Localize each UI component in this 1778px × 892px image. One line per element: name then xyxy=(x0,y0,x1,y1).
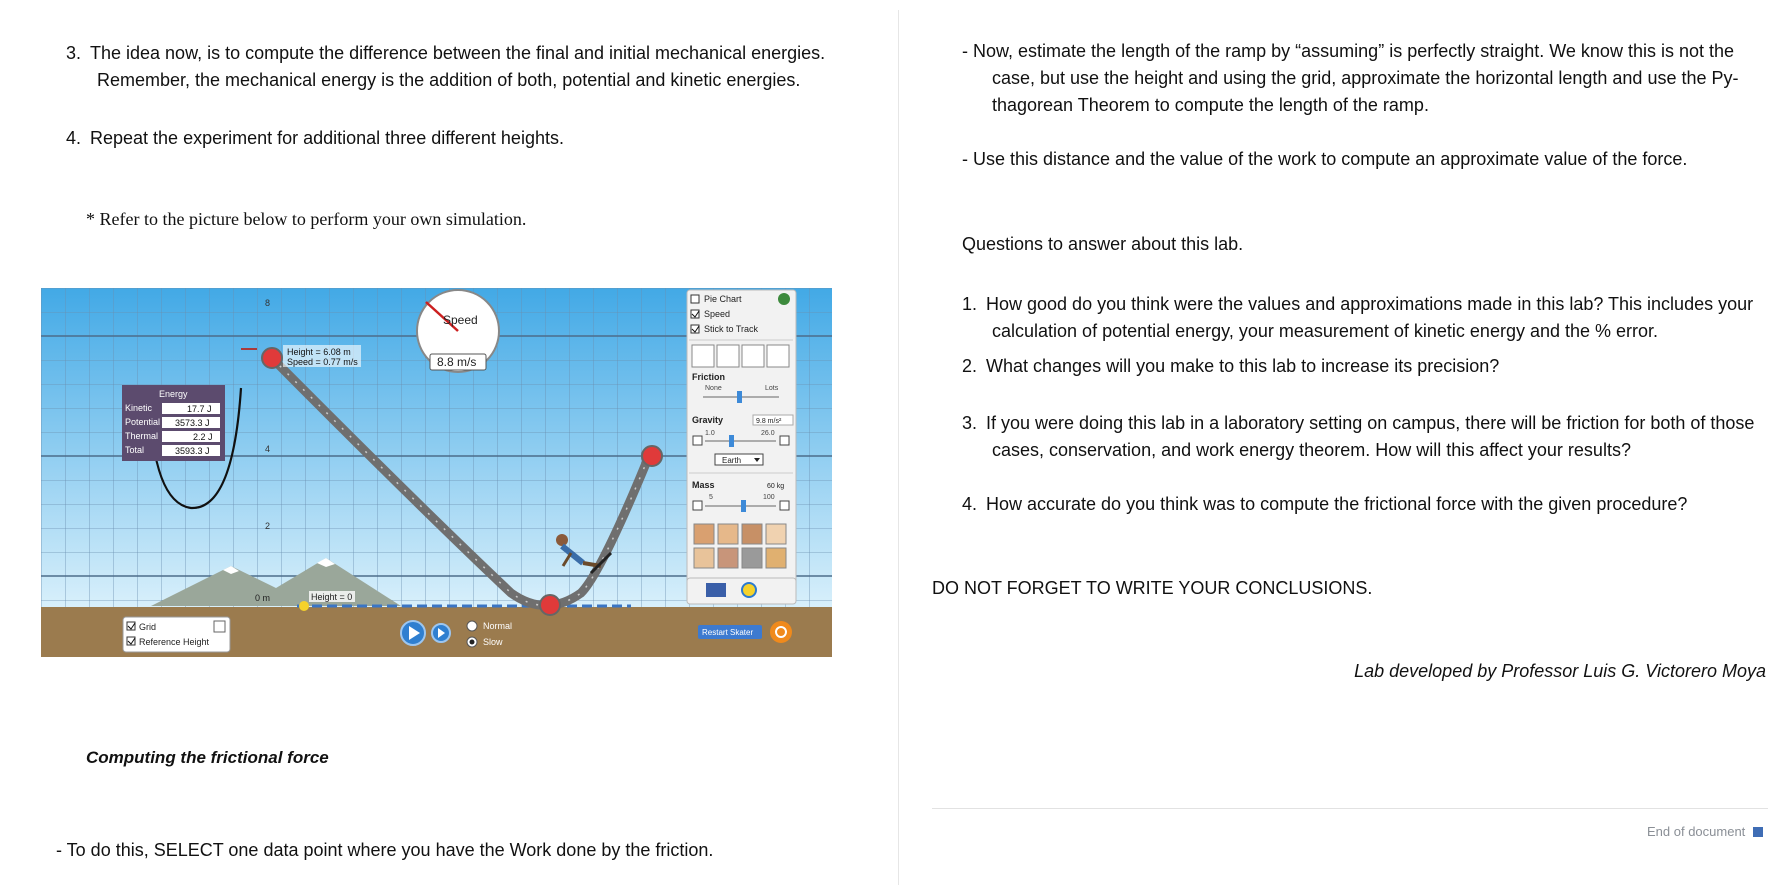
footer-rule xyxy=(932,808,1768,809)
skater-avatar[interactable] xyxy=(766,548,786,568)
planet-value: Earth xyxy=(722,456,742,465)
gravity-max: 26.0 xyxy=(761,430,775,437)
friction-label: Friction xyxy=(692,372,725,382)
mass-slider-thumb[interactable] xyxy=(741,500,746,512)
gravity-slider-thumb[interactable] xyxy=(729,435,734,447)
speed-readout-label: Speed = 0.77 m/s xyxy=(287,357,358,367)
gravity-value: 9.8 m/s² xyxy=(756,418,782,425)
friction-lots-label: Lots xyxy=(765,385,779,392)
picture-note: * Refer to the picture below to perform your own simulation. xyxy=(86,209,527,229)
energy-label: Total xyxy=(125,445,145,455)
energy-label: Potential xyxy=(125,417,161,427)
energy-label: Thermal xyxy=(125,431,159,441)
friction-none-label: None xyxy=(705,385,722,392)
skater-avatar[interactable] xyxy=(718,548,738,568)
track-shape-button[interactable] xyxy=(742,345,764,367)
gravity-decrease-button[interactable] xyxy=(693,436,702,445)
energy-value: 2.2 J xyxy=(193,432,213,442)
select-data-point-bullet: - To do this, SELECT one data point where you have the Work done by the friction. xyxy=(56,840,714,860)
energy-label: Kinetic xyxy=(125,403,153,413)
energy-value: 3573.3 J xyxy=(175,418,210,428)
right-page xyxy=(898,0,1778,892)
mass-decrease-button[interactable] xyxy=(693,501,702,510)
ramp-length-bullet: - Now, estimate the length of the ramp by “assuming” is perfectly straight. We know this is not the case, but use the height and using the grid, approximate the horizontal length and use the Py- thagorean Theorem to compute the length of the ramp. xyxy=(962,41,1739,115)
height-readout: Height = 6.08 m xyxy=(287,347,351,357)
energy-title: Energy xyxy=(159,389,188,399)
track-shape-button[interactable] xyxy=(767,345,789,367)
energy-table xyxy=(122,385,225,461)
stick-to-track-label: Stick to Track xyxy=(704,324,759,334)
axis-label-4: 4 xyxy=(265,444,271,454)
speed-checkbox-label: Speed xyxy=(704,309,731,319)
gravity-label: Gravity xyxy=(692,415,724,425)
globe-icon xyxy=(778,293,790,305)
skater-avatar[interactable] xyxy=(766,524,786,544)
skate-park-simulation xyxy=(41,288,832,657)
slow-speed-label: Slow xyxy=(483,637,503,647)
pie-chart-label: Pie Chart xyxy=(704,294,742,304)
restart-skater-label: Restart Skater xyxy=(702,628,754,637)
simulation-canvas xyxy=(41,288,832,657)
item-3: 3. The idea now, is to compute the difference between the final and initial mechanical energies. Remember, the mechanical energy is the addition of both, potential and kinetic energies. xyxy=(66,43,826,90)
end-marker-icon xyxy=(1753,827,1763,837)
reference-height-handle[interactable] xyxy=(299,601,309,611)
stopwatch-icon[interactable] xyxy=(706,583,726,597)
axis-label-8: 8 xyxy=(265,298,271,308)
gravity-increase-button[interactable] xyxy=(780,436,789,445)
skater-avatar[interactable] xyxy=(694,524,714,544)
track-control-point[interactable] xyxy=(642,446,662,466)
skater-avatar[interactable] xyxy=(742,524,762,544)
reference-height-checkbox-label: Reference Height xyxy=(139,637,210,647)
conclusions-reminder: DO NOT FORGET TO WRITE YOUR CONCLUSIONS. xyxy=(932,578,1373,598)
force-bullet: - Use this distance and the value of the work to compute an approximate value of the force. xyxy=(962,149,1688,169)
questions-title: Questions to answer about this lab. xyxy=(962,234,1244,254)
mass-max: 100 xyxy=(763,494,775,501)
question-3: 3. If you were doing this lab in a laboratory setting on campus, there will be friction for both of those cases, conservation, and work energy theorem. How will this affect your results? xyxy=(962,413,1755,460)
friction-slider-thumb[interactable] xyxy=(737,391,742,403)
zero-label: 0 m xyxy=(255,593,271,603)
normal-speed-label: Normal xyxy=(483,621,513,631)
lab-credit: Lab developed by Professor Luis G. Victorero Moya xyxy=(1354,661,1766,681)
track-shape-button[interactable] xyxy=(692,345,714,367)
question-4: 4. How accurate do you think was to compute the frictional force with the given procedure? xyxy=(962,494,1688,514)
skater-avatar[interactable] xyxy=(694,548,714,568)
skater-avatar[interactable] xyxy=(742,548,762,568)
mass-min: 5 xyxy=(709,494,713,501)
gravity-min: 1.0 xyxy=(705,430,715,437)
measuring-tape-icon[interactable] xyxy=(742,583,756,597)
energy-value: 3593.3 J xyxy=(175,446,210,456)
reference-height-label: Height = 0 xyxy=(311,592,353,602)
question-1: 1. How good do you think were the values and approximations made in this lab? This includes your calculation of potential energy, your measurement of kinetic energy and the % error. xyxy=(962,294,1754,341)
energy-value: 17.7 J xyxy=(187,404,212,414)
axis-label-2: 2 xyxy=(265,521,271,531)
section-title: Computing the frictional force xyxy=(86,748,329,767)
mass-increase-button[interactable] xyxy=(780,501,789,510)
track-control-point[interactable] xyxy=(540,595,560,615)
question-2: 2. What changes will you make to this lab to increase its precision? xyxy=(962,356,1500,376)
track-shape-button[interactable] xyxy=(717,345,739,367)
item-4: 4. Repeat the experiment for additional three different heights. xyxy=(66,128,564,148)
mass-label: Mass xyxy=(692,480,715,490)
control-panel xyxy=(687,290,796,594)
end-of-document: End of document xyxy=(1647,824,1763,839)
speedometer xyxy=(417,290,499,372)
grid-label: Grid xyxy=(139,622,157,632)
track-control-point[interactable] xyxy=(262,348,282,368)
normal-speed-radio[interactable] xyxy=(467,621,477,631)
reset-button[interactable] xyxy=(770,621,792,643)
speed-gauge-label: Speed xyxy=(443,313,478,327)
pie-chart-checkbox[interactable] xyxy=(691,295,699,303)
mass-value: 60 kg xyxy=(767,483,785,490)
skater-avatar[interactable] xyxy=(718,524,738,544)
speed-value: 8.8 m/s xyxy=(437,355,477,369)
